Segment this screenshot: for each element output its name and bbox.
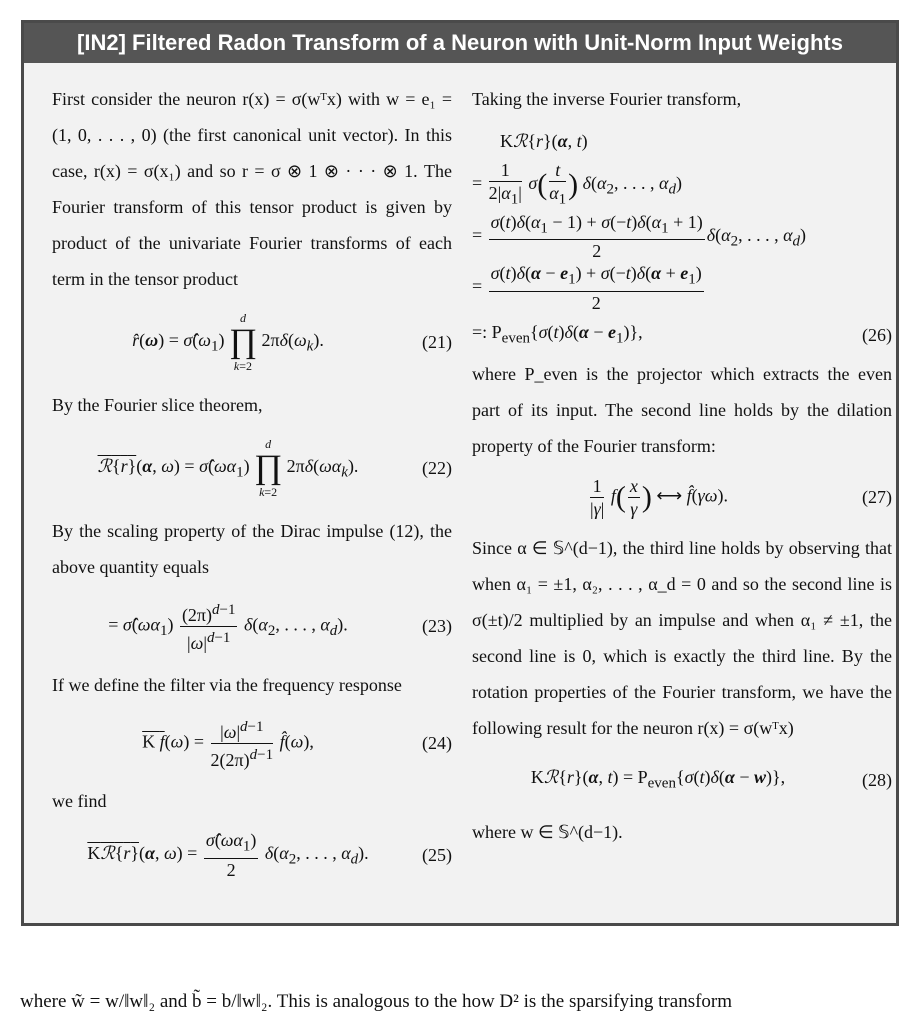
equation-26-line-3: = $\frac{\sigma(t)\delta(\alpha_1 - 1) + \sigma(-t)\delta(\alpha_1 + 1)}{2}$ $\delta(\alpha_2$, . . . , $\alpha_d$) <box>472 211 807 262</box>
right-paragraph-4: where w ∈ 𝕊^(d−1). <box>472 822 623 843</box>
equation-23 <box>52 585 452 667</box>
box-title: [IN2] Filtered Radon Transform of a Neuron with Unit-Norm Input Weights <box>24 23 896 63</box>
equation-22-math: ℛ{r}(α, $\omega) = \sigmâ(\omega\alpha_1)$ d ∏ k=2 $2\pi\delta(\omega\alpha_k)$. <box>97 437 359 499</box>
left-paragraph-4: If we define the filter via the frequency response <box>52 675 402 695</box>
equation-24-number: (24) <box>422 733 452 753</box>
equation-23-number: (23) <box>422 616 452 636</box>
equation-21-number: (21) <box>422 332 452 352</box>
equation-22-number: (22) <box>422 458 452 478</box>
equation-26-line-5: =: $P_{even}\{\sigma(t)\delta(\alpha - e_1)\}$, (26) <box>472 314 892 357</box>
equation-25-number: (25) <box>422 845 452 865</box>
equation-28-number: (28) <box>862 770 892 791</box>
equation-26 <box>472 123 892 356</box>
equation-28-math: Kℛ{r}(α, $t) = P_{even}\{\sigma(t)\delta(\alpha - w)\}$, <box>530 767 786 792</box>
equation-25-math: Kℛ{r}(α, ω) = $\frac{\sigmâ(\omega\alpha_1)}{2}$ $\delta(\alpha_2$, . . . , $\alpha_d$). <box>87 830 369 880</box>
equation-28 <box>472 746 892 814</box>
equation-27 <box>472 464 892 530</box>
equation-23-math: = $\sigmâ(\omega\alpha_1)$ $\frac{(2\pi)^{d-1}}{|\omega|^{d-1}}$ $\delta(\alpha_2$, . . . , $\alpha_d$). <box>52 599 404 654</box>
equation-24 <box>52 703 452 783</box>
equation-25 <box>52 819 452 891</box>
equation-27-number: (27) <box>862 487 892 508</box>
left-paragraph-2: By the Fourier slice theorem, <box>52 395 263 415</box>
left-column <box>52 81 452 891</box>
left-paragraph-1: First consider the neuron r(x) = σ(wᵀx) with w = e₁ = (1, 0, . . . , 0) (the first canonical unit vector). In this case, r(x) = σ(x₁) and so r = σ ⊗ 1 ⊗ · · · ⊗ 1. The Fourier transform of this tensor product is given by product of the univariate Fourier transforms of each term in the tensor product <box>52 89 452 289</box>
equation-22 <box>52 423 452 513</box>
right-column <box>472 81 892 850</box>
left-paragraph-5: we find <box>52 791 107 811</box>
equation-27-math: $\frac{1}{|\gamma|}$ f( $\frac{x}{\gamma}$ ) ⟷ f̂(γω). <box>590 475 728 519</box>
right-paragraph-2: where P_even is the projector which extracts the even part of its input. The second line holds by the dilation property of the Fourier transform: <box>472 364 892 457</box>
equation-26-line-1: Kℛ{r}(α, t) <box>500 131 588 151</box>
equation-26-number: (26) <box>862 325 892 346</box>
equation-21-math: r̂(ω) = $\sigmâ(\omega_1)$ d ∏ k=2 $2\pi\delta(\omega_k)$. <box>132 311 324 373</box>
equation-24-math: K f(ω) = $\frac{|\omega|^{d-1}}{2(2\pi)^{d-1}}$ f̂(ω), <box>52 716 404 771</box>
left-paragraph-3: By the scaling property of the Dirac impulse (12), the above quantity equals <box>52 521 452 577</box>
equation-26-line-2: = $\frac{1}{2|\alpha_1|}$ σ( $\frac{t}{\alpha_1}$ ) $\delta(\alpha_2$, . . . , $\alpha_d$) <box>472 160 682 208</box>
equation-26-line-4: = $\frac{\sigma(t)\delta(\alpha - e_1) + \sigma(-t)\delta(\alpha + e_1)}{2}$ <box>472 263 702 313</box>
right-paragraph-1: Taking the inverse Fourier transform, <box>472 89 742 109</box>
right-paragraph-3: Since α ∈ 𝕊^(d−1), the third line holds by observing that when α₁ = ±1, α₂, . . . , α_d = 0 and so the second line is σ(±t)/2 multiplied by an impulse and when α₁ ≠ ±1, the second line is 0, which is exactly the third line. By the rotation properties of the Fourier transform, we have the following result for the neuron r(x) = σ(wᵀx) <box>472 538 892 739</box>
body-text-continuation: where w̃ = w/‖w‖₂ and b̃ = b/‖w‖₂. This is analogous to the how D² is the sparsifying transform <box>20 991 733 1012</box>
equation-21 <box>52 297 452 387</box>
sidebar-box <box>21 20 899 926</box>
